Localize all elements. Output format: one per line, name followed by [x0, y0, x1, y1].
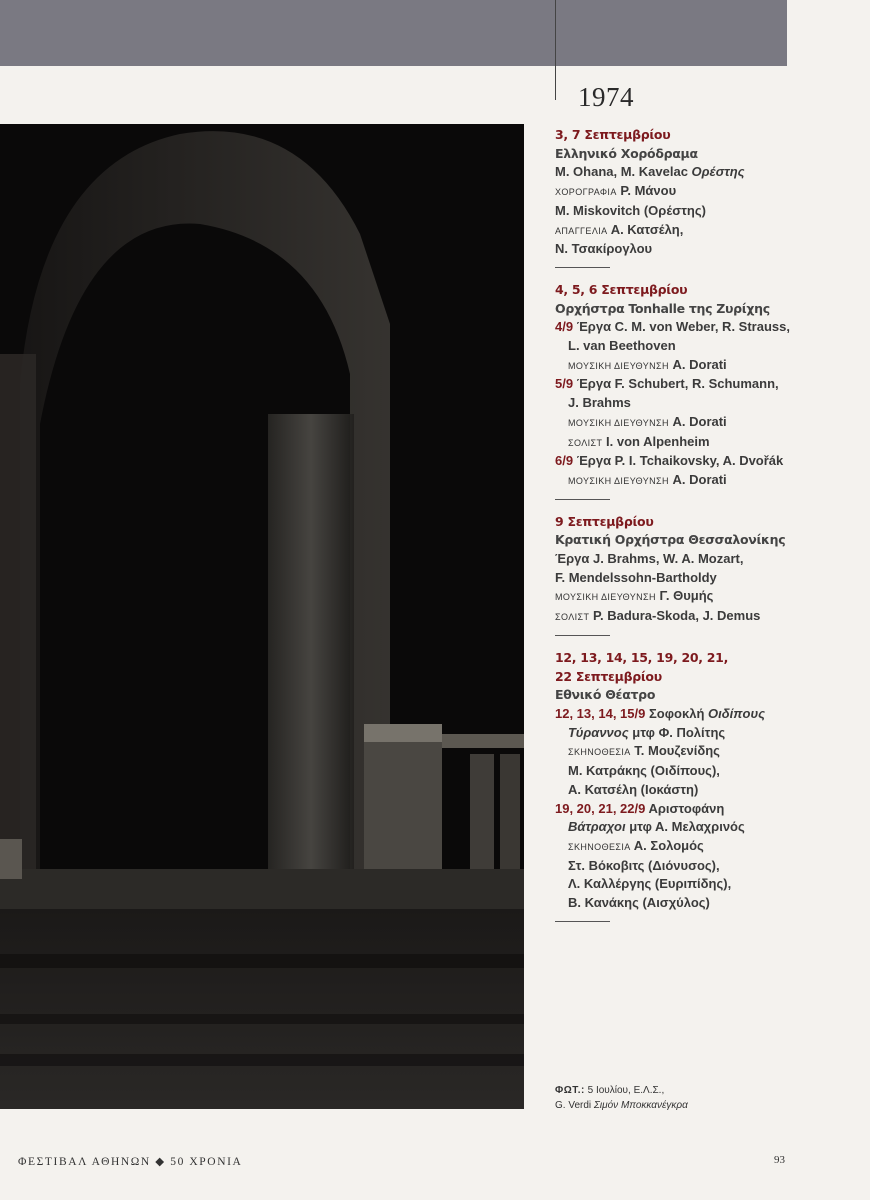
event-date: 12, 13, 14, 15, 19, 20, 21, 22 Σεπτεμβρίου: [555, 649, 729, 684]
program-line: Ν. Τσακίρογλου: [555, 241, 653, 257]
program-line: Έργα J. Brahms, W. A. Mozart,: [555, 551, 744, 567]
header-divider: [555, 0, 556, 100]
program-line: ΣΚΗΝΟΘΕΣΙΑ Α. Σολομός: [568, 837, 704, 853]
program-line: Στ. Βόκοβιτς (Διόνυσος),: [568, 857, 720, 873]
program-line: ΑΠΑΓΓΕΛΙΑ Α. Κατσέλη,: [555, 221, 684, 237]
program-line: Μ. Κατράκης (Οιδίπους),: [568, 763, 720, 779]
program-line: ΜΟΥΣΙΚΗ ΔΙΕΥΘΥΝΣΗ A. Dorati: [568, 356, 727, 372]
event-section: [555, 126, 855, 268]
footer-title: ΦΕΣΤΙΒΑΛ ΑΘΗΝΩΝ ◆ 50 ΧΡΟΝΙΑ: [18, 1156, 243, 1168]
event-organization: Ορχήστρα Tonhalle της Ζυρίχης: [555, 300, 770, 316]
program-line: M. Miskovitch (Ορέστης): [555, 202, 706, 218]
stage-photo-image: [0, 124, 524, 1109]
header-bar: [0, 0, 787, 66]
program-line: ΣΚΗΝΟΘΕΣΙΑ Τ. Μουζενίδης: [568, 743, 720, 759]
event-organization: Εθνικό Θέατρο: [555, 687, 656, 703]
program-line: ΧΟΡΟΓΡΑΦΙΑ Ρ. Μάνου: [555, 183, 677, 199]
stage-photo: [0, 124, 524, 1109]
event-organization: Ελληνικό Χορόδραμα: [555, 145, 698, 161]
program-line: Λ. Καλλέργης (Ευριπίδης),: [568, 876, 732, 892]
event-section: [555, 513, 855, 636]
program-line: M. Ohana, M. Kavelac Ορέστης: [555, 164, 745, 180]
program-line: F. Mendelssohn-Bartholdy: [555, 569, 717, 585]
program-line: 6/9 Έργα P. I. Tchaikovsky, A. Dvořák: [555, 453, 784, 469]
program-line: 5/9 Έργα F. Schubert, R. Schumann,: [555, 376, 779, 392]
program-line: ΣΟΛΙΣΤ I. von Alpenheim: [568, 433, 710, 449]
program-line: J. Brahms: [568, 395, 631, 411]
program-line: ΜΟΥΣΙΚΗ ΔΙΕΥΘΥΝΣΗ Γ. Θυμής: [555, 588, 714, 604]
event-section: [555, 281, 855, 500]
program-line: ΜΟΥΣΙΚΗ ΔΙΕΥΘΥΝΣΗ A. Dorati: [568, 471, 727, 487]
program-line: Α. Κατσέλη (Ιοκάστη): [568, 781, 699, 797]
program-line: ΣΟΛΙΣΤ P. Badura-Skoda, J. Demus: [555, 608, 761, 624]
event-organization: Κρατική Ορχήστρα Θεσσαλονίκης: [555, 532, 786, 548]
program-listing: [555, 126, 855, 935]
year-heading: 1974: [578, 82, 634, 112]
program-line: Τύραννος μτφ Φ. Πολίτης: [568, 724, 726, 740]
program-line: Βάτραχοι μτφ Α. Μελαχρινός: [568, 819, 745, 835]
event-date: 9 Σεπτεμβρίου: [555, 513, 654, 529]
event-date: 3, 7 Σεπτεμβρίου: [555, 127, 671, 142]
event-section: [555, 649, 855, 922]
event-date: 4, 5, 6 Σεπτεμβρίου: [555, 281, 688, 297]
program-line: 4/9 Έργα C. M. von Weber, R. Strauss,: [555, 319, 790, 335]
photo-caption: ΦΩΤ.: 5 Ιουλίου, Ε.Λ.Σ., G. Verdi Σιμόν Μποκκανέγκρα: [555, 1085, 688, 1111]
program-line: ΜΟΥΣΙΚΗ ΔΙΕΥΘΥΝΣΗ A. Dorati: [568, 413, 727, 429]
program-line: Β. Κανάκης (Αισχύλος): [568, 895, 710, 911]
caption-label: ΦΩΤ.:: [555, 1085, 585, 1096]
program-line: 19, 20, 21, 22/9 Αριστοφάνη: [555, 800, 725, 816]
program-line: L. van Beethoven: [568, 338, 676, 354]
page-number: 93: [774, 1154, 785, 1166]
program-line: 12, 13, 14, 15/9 Σοφοκλή Οιδίπους: [555, 705, 766, 721]
